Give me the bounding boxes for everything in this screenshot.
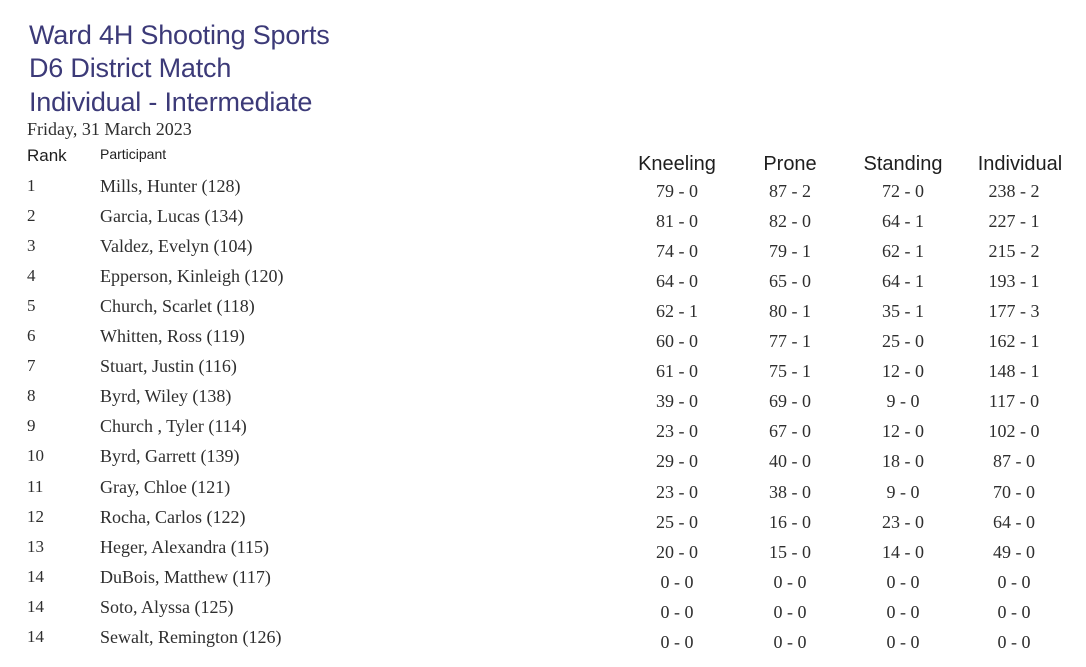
rank-cell: 11 bbox=[27, 476, 44, 496]
standing-score-cell: 12 - 0 bbox=[882, 421, 924, 442]
prone-score-cell: 0 - 0 bbox=[773, 571, 807, 592]
rank-cell: 10 bbox=[27, 446, 44, 466]
prone-score-cell: 87 - 2 bbox=[769, 181, 811, 201]
participant-cell: Mills, Hunter (128) bbox=[100, 176, 241, 196]
rank-cell: 12 bbox=[27, 506, 44, 526]
table-row bbox=[0, 537, 1086, 567]
participant-cell: Soto, Alyssa (125) bbox=[100, 596, 234, 617]
column-header-rank: Rank bbox=[27, 146, 67, 165]
kneeling-score-cell: 62 - 1 bbox=[656, 301, 698, 322]
participant-cell: Whitten, Ross (119) bbox=[100, 326, 245, 347]
rank-cell: 9 bbox=[27, 416, 36, 436]
prone-score-cell: 75 - 1 bbox=[769, 361, 811, 382]
individual-score-cell: 238 - 2 bbox=[988, 181, 1040, 201]
standing-score-cell: 18 - 0 bbox=[882, 451, 924, 472]
kneeling-score-cell: 64 - 0 bbox=[656, 271, 698, 292]
participant-cell: Rocha, Carlos (122) bbox=[100, 506, 246, 527]
prone-score-cell: 80 - 1 bbox=[769, 301, 811, 322]
table-row bbox=[0, 477, 1086, 507]
table-row bbox=[0, 266, 1086, 296]
prone-score-cell: 16 - 0 bbox=[769, 511, 811, 532]
table-row bbox=[0, 597, 1086, 627]
standing-score-cell: 9 - 0 bbox=[886, 481, 920, 502]
kneeling-score-cell: 23 - 0 bbox=[656, 481, 698, 502]
prone-score-cell: 38 - 0 bbox=[769, 481, 811, 502]
participant-cell: Epperson, Kinleigh (120) bbox=[100, 266, 284, 287]
standing-score-cell: 64 - 1 bbox=[882, 271, 924, 292]
rank-cell: 6 bbox=[27, 326, 36, 346]
kneeling-score-cell: 20 - 0 bbox=[656, 541, 698, 562]
standing-score-cell: 12 - 0 bbox=[882, 361, 924, 382]
kneeling-score-cell: 74 - 0 bbox=[656, 241, 698, 262]
rank-cell: 4 bbox=[27, 266, 36, 286]
match-date: Friday, 31 March 2023 bbox=[27, 119, 192, 139]
participant-cell: Stuart, Justin (116) bbox=[100, 356, 237, 377]
kneeling-score-cell: 60 - 0 bbox=[656, 331, 698, 352]
participant-cell: Church, Scarlet (118) bbox=[100, 296, 255, 317]
participant-cell: Gray, Chloe (121) bbox=[100, 476, 231, 497]
standing-score-cell: 23 - 0 bbox=[882, 511, 924, 532]
prone-score-cell: 0 - 0 bbox=[773, 631, 807, 652]
kneeling-score-cell: 61 - 0 bbox=[656, 361, 698, 382]
kneeling-score-cell: 29 - 0 bbox=[656, 451, 698, 472]
participant-cell: Byrd, Wiley (138) bbox=[100, 386, 232, 407]
kneeling-score-cell: 0 - 0 bbox=[660, 601, 694, 622]
table-row bbox=[0, 176, 1086, 206]
individual-score-cell: 117 - 0 bbox=[988, 391, 1040, 412]
individual-score-cell: 148 - 1 bbox=[988, 361, 1040, 382]
kneeling-score-cell: 25 - 0 bbox=[656, 511, 698, 532]
kneeling-score-cell: 23 - 0 bbox=[656, 421, 698, 442]
rank-cell: 2 bbox=[27, 206, 36, 226]
table-row bbox=[0, 356, 1086, 386]
participant-cell: Heger, Alexandra (115) bbox=[100, 536, 270, 557]
participant-cell: Sewalt, Remington (126) bbox=[100, 626, 282, 647]
prone-score-cell: 0 - 0 bbox=[773, 601, 807, 622]
prone-score-cell: 40 - 0 bbox=[769, 451, 811, 472]
standing-score-cell: 0 - 0 bbox=[886, 601, 920, 622]
individual-score-cell: 49 - 0 bbox=[993, 541, 1035, 562]
kneeling-score-cell: 0 - 0 bbox=[660, 571, 694, 592]
prone-score-cell: 79 - 1 bbox=[769, 241, 811, 262]
prone-score-cell: 82 - 0 bbox=[769, 211, 811, 232]
rank-cell: 5 bbox=[27, 296, 36, 316]
standing-score-cell: 0 - 0 bbox=[886, 631, 920, 652]
participant-cell: Garcia, Lucas (134) bbox=[100, 206, 244, 227]
individual-score-cell: 64 - 0 bbox=[993, 511, 1035, 532]
individual-score-cell: 70 - 0 bbox=[993, 481, 1035, 502]
individual-score-cell: 0 - 0 bbox=[997, 571, 1031, 592]
table-row bbox=[0, 507, 1086, 537]
individual-score-cell: 227 - 1 bbox=[988, 211, 1040, 232]
prone-score-cell: 15 - 0 bbox=[769, 541, 811, 562]
participant-cell: DuBois, Matthew (117) bbox=[100, 566, 271, 587]
individual-score-cell: 162 - 1 bbox=[988, 331, 1040, 352]
table-row bbox=[0, 206, 1086, 236]
individual-score-cell: 215 - 2 bbox=[988, 241, 1040, 262]
individual-score-cell: 177 - 3 bbox=[988, 301, 1040, 322]
table-row bbox=[0, 236, 1086, 266]
table-row bbox=[0, 416, 1086, 446]
rank-cell: 14 bbox=[27, 596, 44, 616]
individual-score-cell: 87 - 0 bbox=[993, 451, 1035, 472]
column-header-individual: Individual bbox=[977, 153, 1063, 175]
individual-score-cell: 0 - 0 bbox=[997, 601, 1031, 622]
table-row bbox=[0, 567, 1086, 597]
document-title-match: D6 District Match bbox=[29, 53, 232, 83]
kneeling-score-cell: 0 - 0 bbox=[660, 631, 694, 652]
standing-score-cell: 64 - 1 bbox=[882, 211, 924, 232]
kneeling-score-cell: 79 - 0 bbox=[656, 181, 698, 201]
standing-score-cell: 0 - 0 bbox=[886, 571, 920, 592]
column-header-prone: Prone bbox=[763, 153, 817, 175]
prone-score-cell: 77 - 1 bbox=[769, 331, 811, 352]
kneeling-score-cell: 39 - 0 bbox=[656, 391, 698, 412]
table-row bbox=[0, 446, 1086, 476]
participant-cell: Valdez, Evelyn (104) bbox=[100, 236, 253, 257]
standing-score-cell: 14 - 0 bbox=[882, 541, 924, 562]
rank-cell: 7 bbox=[27, 356, 36, 376]
standing-score-cell: 35 - 1 bbox=[882, 301, 924, 322]
rank-cell: 1 bbox=[27, 176, 36, 195]
rank-cell: 14 bbox=[27, 626, 44, 646]
kneeling-score-cell: 81 - 0 bbox=[656, 211, 698, 232]
standing-score-cell: 9 - 0 bbox=[886, 391, 920, 412]
rank-cell: 8 bbox=[27, 386, 36, 406]
column-header-standing: Standing bbox=[863, 153, 943, 175]
prone-score-cell: 65 - 0 bbox=[769, 271, 811, 292]
participant-cell: Church , Tyler (114) bbox=[100, 416, 247, 437]
prone-score-cell: 67 - 0 bbox=[769, 421, 811, 442]
document-title-division: Individual - Intermediate bbox=[29, 87, 313, 117]
table-row bbox=[0, 627, 1086, 657]
participant-cell: Byrd, Garrett (139) bbox=[100, 446, 240, 467]
individual-score-cell: 102 - 0 bbox=[988, 421, 1040, 442]
individual-score-cell: 0 - 0 bbox=[997, 631, 1031, 652]
rank-cell: 14 bbox=[27, 566, 44, 586]
prone-score-cell: 69 - 0 bbox=[769, 391, 811, 412]
standing-score-cell: 62 - 1 bbox=[882, 241, 924, 262]
rank-cell: 3 bbox=[27, 236, 36, 256]
individual-score-cell: 193 - 1 bbox=[988, 271, 1040, 292]
column-header-kneeling: Kneeling bbox=[638, 153, 716, 175]
table-row bbox=[0, 386, 1086, 416]
table-row bbox=[0, 326, 1086, 356]
column-header-participant: Participant bbox=[100, 146, 167, 162]
table-row bbox=[0, 296, 1086, 326]
standing-score-cell: 25 - 0 bbox=[882, 331, 924, 352]
document-title-organization: Ward 4H Shooting Sports bbox=[29, 20, 330, 50]
standing-score-cell: 72 - 0 bbox=[882, 181, 924, 201]
rank-cell: 13 bbox=[27, 536, 44, 556]
